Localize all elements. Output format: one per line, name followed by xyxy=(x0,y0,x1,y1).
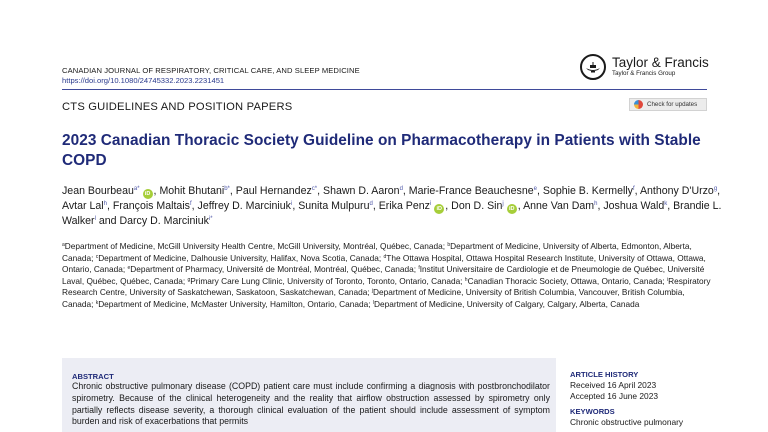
abstract-heading: ABSTRACT xyxy=(72,372,114,381)
article-title: 2023 Canadian Thoracic Society Guideline on Pharmacotherapy in Patients with Stable COPD xyxy=(62,132,701,169)
article-history-heading: ARTICLE HISTORY xyxy=(570,370,639,379)
affiliation-text: Canadian Thoracic Society, Ottawa, Ontario, Canada; xyxy=(467,275,665,286)
affiliation-marker: d xyxy=(383,253,387,260)
author-affiliation-marker: i xyxy=(429,201,432,207)
check-for-updates-button[interactable] xyxy=(629,98,707,111)
keyword-item: Chronic obstructive pulmonary xyxy=(570,417,684,427)
author-affiliation-marker: i xyxy=(290,201,293,207)
affiliation-text: Department of Medicine, University of Alberta, Edmonton, Alberta, Canada; xyxy=(62,241,692,263)
affiliation-marker: f xyxy=(418,265,420,272)
header-rule xyxy=(62,89,707,90)
publisher-logo-block xyxy=(580,54,709,80)
orcid-icon[interactable]: iD xyxy=(507,204,517,214)
author-affiliation-marker: c* xyxy=(311,186,318,192)
affiliation-text: Department of Medicine, Dalhousie University, Halifax, Nova Scotia, Canada; xyxy=(98,252,382,263)
affiliation-marker: a xyxy=(62,242,65,248)
received-date: Received 16 April 2023 xyxy=(570,380,657,390)
author-affiliation-marker: g xyxy=(713,186,718,192)
affiliation-marker: h xyxy=(464,276,468,283)
affiliation-text: Department of Medicine, University of British Columbia, Vancouver, British Columbia, Canada; xyxy=(62,287,685,309)
affiliation-text: Department of Pharmacy, Université de Montréal, Montréal, Québec, Canada; xyxy=(130,264,417,275)
article-sidebar xyxy=(570,370,730,428)
journal-name: CANADIAN JOURNAL OF RESPIRATORY, CRITICAL CARE, AND SLEEP MEDICINE xyxy=(62,66,360,75)
affiliation-marker: l xyxy=(372,299,374,306)
abstract-text: Chronic obstructive pulmonary disease (COPD) patient care must include confirming a diagnosis with postbronchodilator spirometry. Because of the clinical heterogeneity and the reality that airflow obstruction assessed by spirometry only partially reflects disease severity, a thorough clinical evaluation of the patient should include assessment of symptom burden and risk of exacerbations that permits xyxy=(72,381,550,427)
affiliation-text: Institut Universitaire de Cardiologie et de Pneumologie de Québec, Université Laval, Québec, Québec, Canada; xyxy=(62,264,705,286)
publisher-group: Taylor & Francis Group xyxy=(612,70,676,77)
author-name[interactable]: Jean Bourbeau xyxy=(62,185,134,197)
author-affiliation-marker: h xyxy=(594,201,598,207)
author-affiliation-marker: l xyxy=(94,216,96,222)
author-name[interactable]: Marie-France Beauchesne xyxy=(408,185,534,197)
affiliation-marker: e xyxy=(127,265,131,272)
crossmark-icon xyxy=(634,100,643,109)
keywords-heading: KEYWORDS xyxy=(570,407,615,416)
author-affiliation-marker: i* xyxy=(208,216,213,222)
author-name[interactable]: Darcy D. Marciniuk xyxy=(119,215,209,227)
check-for-updates-label: Check for updates xyxy=(647,101,698,108)
author-affiliation-marker: e xyxy=(533,186,537,192)
doi-link[interactable]: https://doi.org/10.1080/24745332.2023.2231451 xyxy=(62,76,225,85)
author-name[interactable]: Anne Van Dam xyxy=(523,200,595,212)
author-affiliation-marker: d xyxy=(369,201,373,207)
author-list: Jean Bourbeau$^{a*}$iD , Mohit Bhutani$^{b*}$, Paul Hernandez$^{c*}$, Shawn D. Aaron$^d$, Marie-France Beauchesne$^e$, Sophie B. Kermelly$^f$, Anthony D'Urzo$^g$, Avtar Lal$^h$, François Maltais$^f$, Jeffrey D. Marciniuk$^i$, Sunita Mulpuru$^d$, Erika Penz$^i$iD , Don D. Sin$^j$iD , Anne Van Dam$^h$, Joshua Wald$^k$, Brandie L. Walker$^l$ and Darcy D. Marciniuk$^{i*}$ xyxy=(62,185,722,227)
orcid-icon[interactable]: iD xyxy=(143,189,153,199)
affiliations xyxy=(62,241,712,311)
author-affiliation-marker: k xyxy=(664,201,668,207)
affiliation-marker: b xyxy=(447,242,451,248)
affiliation-text: Respiratory Research Centre, University of Saskatchewan, Saskatoon, Saskatchewan, Canada; xyxy=(62,275,711,298)
author-name[interactable]: Jeffrey D. Marciniuk xyxy=(197,200,291,212)
author-name[interactable]: Joshua Wald xyxy=(603,200,665,212)
author-name[interactable]: Erika Penz xyxy=(378,200,430,212)
author-affiliation-marker: b* xyxy=(224,186,230,192)
affiliation-text: Primary Care Lung Clinic, University of Toronto, Toronto, Ontario, Canada; xyxy=(190,275,463,286)
author-affiliation-marker: j xyxy=(502,201,504,207)
affiliation-marker: c xyxy=(95,253,99,260)
author-affiliation-marker: a* xyxy=(133,186,140,192)
author-name[interactable]: Mohit Bhutani xyxy=(159,185,225,197)
author-name[interactable]: Anthony D'Urzo xyxy=(639,185,714,197)
author-name[interactable]: François Maltais xyxy=(112,200,190,212)
affiliation-marker: g xyxy=(187,276,191,283)
author-name[interactable]: Don D. Sin xyxy=(451,200,503,212)
accepted-date: Accepted 16 June 2023 xyxy=(570,391,659,401)
author-name[interactable]: Brandie L. Walker xyxy=(62,200,722,227)
taylor-francis-lamp-icon xyxy=(580,54,606,80)
author-affiliation-marker: h xyxy=(103,201,107,207)
affiliation-text: Department of Medicine, University of Calgary, Calgary, Alberta, Canada xyxy=(374,298,640,309)
author-affiliation-marker: f xyxy=(632,186,635,192)
publisher-name: Taylor & Francis xyxy=(612,55,709,70)
author-name[interactable]: Sunita Mulpuru xyxy=(298,200,370,212)
affiliation-text: Department of Medicine, McMaster University, Hamilton, Ontario, Canada; xyxy=(98,298,371,309)
author-affiliation-marker: f xyxy=(189,201,192,207)
author-name[interactable]: Paul Hernandez xyxy=(235,185,312,197)
affiliation-marker: k xyxy=(95,299,99,306)
affiliation-text: Department of Medicine, McGill University Health Centre, McGill University, Montréal, Québec, Canada; xyxy=(64,241,446,251)
affiliation-marker: j xyxy=(371,288,374,295)
affiliation-text: The Ottawa Hospital, Ottawa Hospital Research Institute, University of Ottawa, Ottawa, Ontario, Canada; xyxy=(62,252,706,275)
author-name[interactable]: Sophie B. Kermelly xyxy=(542,185,633,197)
author-name[interactable]: Shawn D. Aaron xyxy=(323,185,400,197)
orcid-icon[interactable]: iD xyxy=(434,204,444,214)
section-label: CTS GUIDELINES AND POSITION PAPERS xyxy=(62,101,293,113)
author-name[interactable]: Avtar Lal xyxy=(62,200,104,212)
author-affiliation-marker: d xyxy=(399,186,403,192)
affiliation-marker: i xyxy=(666,276,669,283)
